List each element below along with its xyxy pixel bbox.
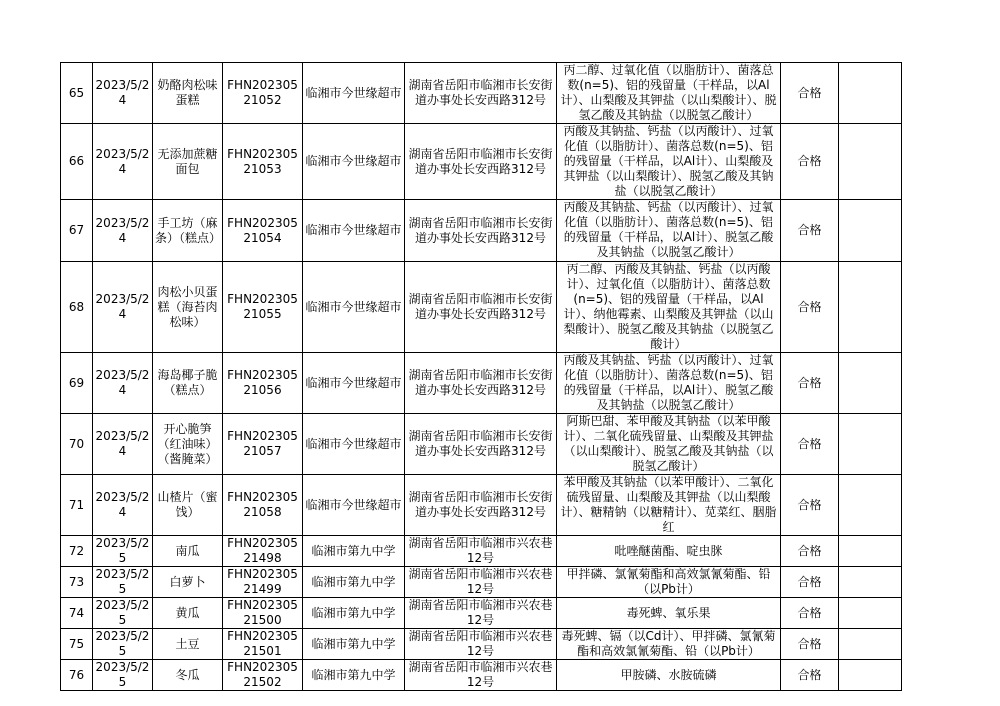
test-items: 阿斯巴甜、苯甲酸及其钠盐（以苯甲酸计）、二氧化硫残留量、山梨酸及其钾盐（以山梨酸计）、脱氢乙酸及其钠盐（以脱氢乙酸计） (557, 414, 781, 475)
remark (839, 262, 902, 353)
remark (839, 200, 902, 262)
row-number: 74 (61, 598, 93, 629)
product-name: 开心脆笋（红油味）（酱腌菜） (153, 414, 223, 475)
sample-date: 2023/5/24 (93, 262, 153, 353)
sampled-entity: 临湘市第九中学 (303, 598, 405, 629)
product-name: 奶酪肉松味蛋糕 (153, 63, 223, 124)
test-result: 合格 (781, 629, 839, 660)
entity-address: 湖南省岳阳市临湘市兴农巷12号 (405, 567, 557, 598)
sample-date: 2023/5/25 (93, 567, 153, 598)
test-items: 丙酸及其钠盐、钙盐（以丙酸计）、过氧化值（以脂肪计）、菌落总数(n=5)、铝的残留量（干样品，以Al计）、脱氢乙酸及其钠盐（以脱氢乙酸计） (557, 353, 781, 414)
remark (839, 475, 902, 536)
row-number: 73 (61, 567, 93, 598)
test-items: 吡唑醚菌酯、啶虫脒 (557, 536, 781, 567)
sample-code: FHN20230521502 (223, 660, 303, 691)
product-name: 黄瓜 (153, 598, 223, 629)
row-number: 67 (61, 200, 93, 262)
entity-address: 湖南省岳阳市临湘市兴农巷12号 (405, 660, 557, 691)
test-result: 合格 (781, 124, 839, 200)
product-name: 无添加蔗糖面包 (153, 124, 223, 200)
table-body (61, 63, 902, 691)
test-result: 合格 (781, 598, 839, 629)
sampled-entity: 临湘市今世缘超市 (303, 353, 405, 414)
sample-date: 2023/5/24 (93, 200, 153, 262)
table-row (61, 475, 902, 536)
sample-date: 2023/5/25 (93, 598, 153, 629)
test-items: 苯甲酸及其钠盐（以苯甲酸计）、二氧化硫残留量、山梨酸及其钾盐（以山梨酸计）、糖精钠（以糖精计）、苋菜红、胭脂红 (557, 475, 781, 536)
sample-code: FHN20230521053 (223, 124, 303, 200)
sample-date: 2023/5/24 (93, 414, 153, 475)
table-row (61, 629, 902, 660)
sample-date: 2023/5/24 (93, 124, 153, 200)
sampled-entity: 临湘市今世缘超市 (303, 414, 405, 475)
table-row (61, 124, 902, 200)
entity-address: 湖南省岳阳市临湘市兴农巷12号 (405, 629, 557, 660)
row-number: 68 (61, 262, 93, 353)
sampled-entity: 临湘市今世缘超市 (303, 63, 405, 124)
product-name: 海岛椰子脆（糕点） (153, 353, 223, 414)
product-name: 南瓜 (153, 536, 223, 567)
row-number: 69 (61, 353, 93, 414)
table-row (61, 567, 902, 598)
row-number: 66 (61, 124, 93, 200)
remark (839, 536, 902, 567)
row-number: 72 (61, 536, 93, 567)
product-name: 山楂片（蜜饯） (153, 475, 223, 536)
sampled-entity: 临湘市第九中学 (303, 629, 405, 660)
sample-date: 2023/5/24 (93, 475, 153, 536)
row-number: 70 (61, 414, 93, 475)
sample-code: FHN20230521052 (223, 63, 303, 124)
test-result: 合格 (781, 475, 839, 536)
table-row (61, 63, 902, 124)
row-number: 65 (61, 63, 93, 124)
test-items: 丙酸及其钠盐、钙盐（以丙酸计）、过氧化值（以脂肪计）、菌落总数(n=5)、铝的残留量（干样品，以Al计）、山梨酸及其钾盐（以山梨酸计）、脱氢乙酸及其钠盐（以脱氢乙酸计） (557, 124, 781, 200)
remark (839, 629, 902, 660)
sampled-entity: 临湘市第九中学 (303, 660, 405, 691)
test-items: 丙二醇、过氧化值（以脂肪计）、菌落总数(n=5)、铝的残留量（干样品，以Al计）、山梨酸及其钾盐（以山梨酸计）、脱氢乙酸及其钠盐（以脱氢乙酸计） (557, 63, 781, 124)
remark (839, 63, 902, 124)
test-result: 合格 (781, 567, 839, 598)
test-result: 合格 (781, 660, 839, 691)
entity-address: 湖南省岳阳市临湘市长安街道办事处长安西路312号 (405, 200, 557, 262)
entity-address: 湖南省岳阳市临湘市长安街道办事处长安西路312号 (405, 262, 557, 353)
sampled-entity: 临湘市今世缘超市 (303, 200, 405, 262)
row-number: 75 (61, 629, 93, 660)
row-number: 71 (61, 475, 93, 536)
sample-code: FHN20230521501 (223, 629, 303, 660)
table-row (61, 536, 902, 567)
entity-address: 湖南省岳阳市临湘市长安街道办事处长安西路312号 (405, 353, 557, 414)
product-name: 手工坊（麻条）（糕点） (153, 200, 223, 262)
remark (839, 414, 902, 475)
test-items: 毒死蜱、镉（以Cd计）、甲拌磷、氯氰菊酯和高效氯氰菊酯、铅（以Pb计） (557, 629, 781, 660)
table-row (61, 262, 902, 353)
sampled-entity: 临湘市第九中学 (303, 567, 405, 598)
sample-date: 2023/5/24 (93, 353, 153, 414)
remark (839, 353, 902, 414)
row-number: 76 (61, 660, 93, 691)
test-result: 合格 (781, 200, 839, 262)
test-result: 合格 (781, 262, 839, 353)
remark (839, 124, 902, 200)
remark (839, 598, 902, 629)
sampled-entity: 临湘市今世缘超市 (303, 475, 405, 536)
test-result: 合格 (781, 353, 839, 414)
sample-date: 2023/5/25 (93, 629, 153, 660)
product-name: 冬瓜 (153, 660, 223, 691)
table-row (61, 414, 902, 475)
test-items: 毒死蜱、氧乐果 (557, 598, 781, 629)
sample-code: FHN20230521057 (223, 414, 303, 475)
test-result: 合格 (781, 414, 839, 475)
inspection-results-table (60, 62, 902, 691)
entity-address: 湖南省岳阳市临湘市长安街道办事处长安西路312号 (405, 475, 557, 536)
table-row (61, 353, 902, 414)
test-items: 丙酸及其钠盐、钙盐（以丙酸计）、过氧化值（以脂肪计）、菌落总数(n=5)、铝的残留量（干样品，以Al计）、脱氢乙酸及其钠盐（以脱氢乙酸计） (557, 200, 781, 262)
test-items: 丙二醇、丙酸及其钠盐、钙盐（以丙酸计）、过氧化值（以脂肪计）、菌落总数(n=5)、铝的残留量（干样品，以Al计）、纳他霉素、山梨酸及其钾盐（以山梨酸计）、脱氢乙酸及其钠盐（以脱氢乙酸计） (557, 262, 781, 353)
sample-code: FHN20230521054 (223, 200, 303, 262)
sampled-entity: 临湘市今世缘超市 (303, 262, 405, 353)
test-items: 甲拌磷、氯氰菊酯和高效氯氰菊酯、铅（以Pb计） (557, 567, 781, 598)
entity-address: 湖南省岳阳市临湘市长安街道办事处长安西路312号 (405, 414, 557, 475)
table-row (61, 200, 902, 262)
table-row (61, 660, 902, 691)
sample-code: FHN20230521499 (223, 567, 303, 598)
sample-date: 2023/5/25 (93, 536, 153, 567)
sample-date: 2023/5/24 (93, 63, 153, 124)
remark (839, 567, 902, 598)
entity-address: 湖南省岳阳市临湘市长安街道办事处长安西路312号 (405, 63, 557, 124)
sampled-entity: 临湘市第九中学 (303, 536, 405, 567)
product-name: 土豆 (153, 629, 223, 660)
test-result: 合格 (781, 536, 839, 567)
sample-code: FHN20230521500 (223, 598, 303, 629)
entity-address: 湖南省岳阳市临湘市兴农巷12号 (405, 536, 557, 567)
entity-address: 湖南省岳阳市临湘市长安街道办事处长安西路312号 (405, 124, 557, 200)
sampled-entity: 临湘市今世缘超市 (303, 124, 405, 200)
sample-code: FHN20230521058 (223, 475, 303, 536)
sample-code: FHN20230521498 (223, 536, 303, 567)
sample-code: FHN20230521055 (223, 262, 303, 353)
sample-date: 2023/5/25 (93, 660, 153, 691)
entity-address: 湖南省岳阳市临湘市兴农巷12号 (405, 598, 557, 629)
product-name: 白萝卜 (153, 567, 223, 598)
table-row (61, 598, 902, 629)
test-items: 甲胺磷、水胺硫磷 (557, 660, 781, 691)
test-result: 合格 (781, 63, 839, 124)
product-name: 肉松小贝蛋糕（海苔肉松味） (153, 262, 223, 353)
sample-code: FHN20230521056 (223, 353, 303, 414)
remark (839, 660, 902, 691)
